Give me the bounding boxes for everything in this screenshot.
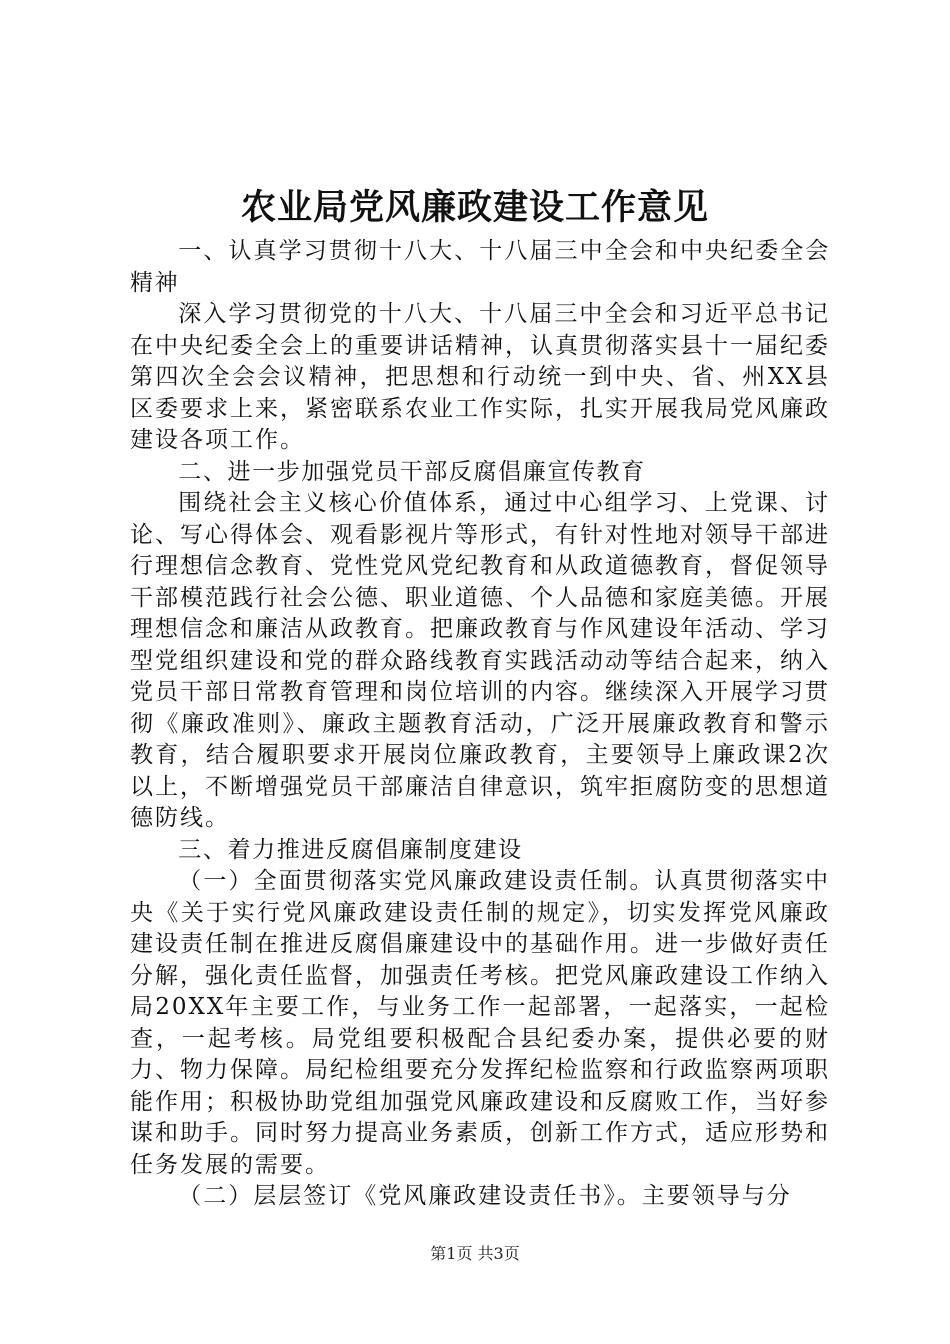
body-paragraph-1: 深入学习贯彻党的十八大、十八届三中全会和习近平总书记在中央纪委全会上的重要讲话精神，认真贯彻落实县十一届纪委第四次全会会议精神，把思想和行动统一到中央、省、州XX县区委要求上来，紧密联系农业工作实际，扎实开展我局党风廉政建设各项工作。 — [130, 301, 830, 453]
document-title: 农业局党风廉政建设工作意见 — [240, 188, 709, 228]
document-body — [130, 236, 830, 1213]
body-paragraph-3: （一）全面贯彻落实党风廉政建设责任制。认真贯彻落实中央《关于实行党风廉政建设责任制的规定》，切实发挥党风廉政建设责任制在推进反腐倡廉建设中的基础作用。进一步做好责任分解，强化责任监督，加强责任考核。把党风廉政建设工作纳入局20XX年主要工作，与业务工作一起部署，一起落实，一起检查，一起考核。局党组要积极配合县纪委办案，提供必要的财力、物力保障。局纪检组要充分发挥纪检监察和行政监察两项职能作用；积极协助党组加强党风廉政建设和反腐败工作，当好参谋和助手。同时努力提高业务素质，创新工作方式，适应形势和任务发展的需要。 — [130, 868, 830, 1178]
section-heading-1: 一、认真学习贯彻十八大、十八届三中全会和中央纪委全会精神 — [130, 238, 830, 296]
section-heading-2: 二、进一步加强党员干部反腐倡廉宣传教育 — [178, 458, 646, 485]
section-heading-3: 三、着力推进反腐倡廉制度建设 — [178, 836, 523, 863]
body-paragraph-4: （二）层层签订《党风廉政建设责任书》。主要领导与分 — [178, 1183, 792, 1209]
page-footer: 第1页 共3页 — [430, 1244, 520, 1263]
body-paragraph-2: 围绕社会主义核心价值体系，通过中心组学习、上党课、讨论、写心得体会、观看影视片等形式，有针对性地对领导干部进行理想信念教育、党性党风党纪教育和从政道德教育，督促领导干部模范践行社会公德、职业道德、个人品德和家庭美德。开展理想信念和廉洁从政教育。把廉政教育与作风建设年活动、学习型党组织建设和党的群众路线教育实践活动动等结合起来，纳入党员干部日常教育管理和岗位培训的内容。继续深入开展学习贯彻《廉政准则》、廉政主题教育活动，广泛开展廉政教育和警示教育，结合履职要求开展岗位廉政教育，主要领导上廉政课2次以上，不断增强党员干部廉洁自律意识，筑牢拒腐防变的思想道德防线。 — [130, 490, 830, 831]
